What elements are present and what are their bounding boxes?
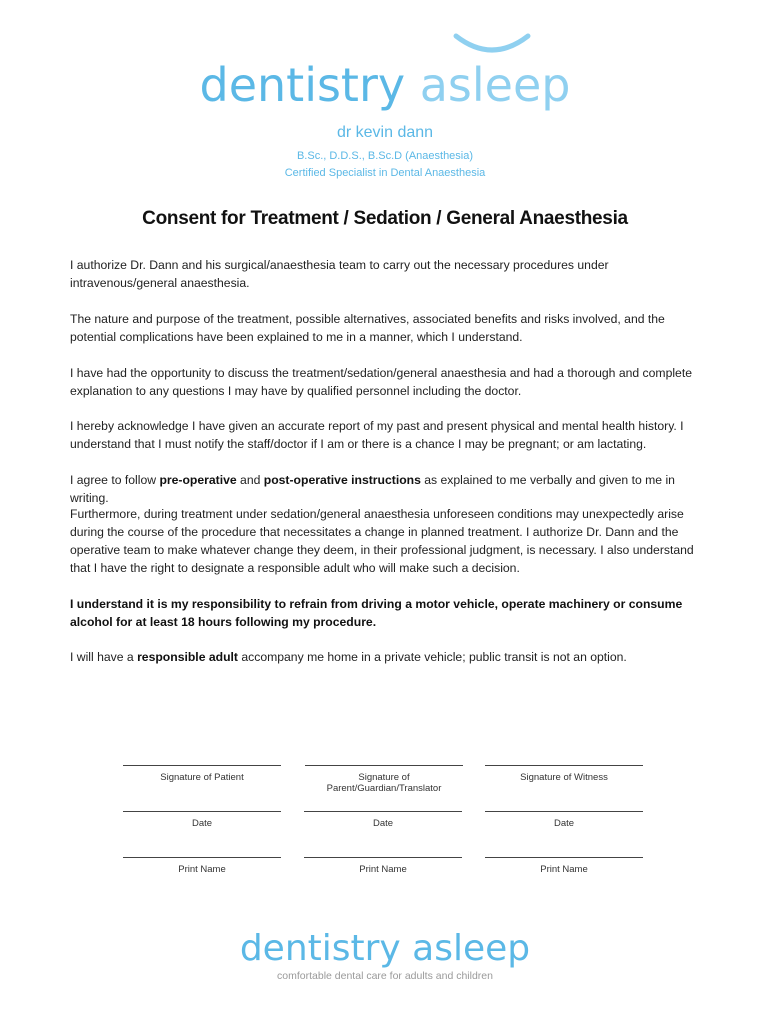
- signature-line: [305, 765, 463, 766]
- paragraph-instructions: [70, 471, 700, 507]
- date-line: [123, 811, 281, 812]
- instructions-text-mid: and: [236, 473, 264, 487]
- document-title: Consent for Treatment / Sedation / General Anaesthesia: [142, 208, 628, 229]
- signature-line: [123, 765, 281, 766]
- witness-date-field[interactable]: [484, 811, 644, 829]
- logo-word-dentistry: dentistry: [199, 58, 406, 112]
- pre-operative-label: pre-operative: [159, 473, 237, 487]
- print-name-label: Print Name: [359, 864, 407, 875]
- witness-signature-field[interactable]: [484, 765, 644, 783]
- paragraph-driving-responsibility: I understand it is my responsibility to refrain from driving a motor vehicle, operate machinery or consume alcohol for at least 18 hours following my procedure.: [70, 597, 683, 629]
- instructions-text-start: I agree to follow: [70, 473, 160, 487]
- patient-date-field[interactable]: [122, 811, 282, 829]
- doctor-name: dr kevin dann: [336, 124, 434, 141]
- paragraph-discussion: I have had the opportunity to discuss the treatment/sedation/general anaesthesia and had a thorough and complete explanation to any questions I may have by qualified personnel including the doctor.: [70, 366, 692, 398]
- logo-word-asleep: asleep: [419, 58, 571, 112]
- post-operative-label: post-operative instructions: [263, 473, 421, 487]
- signature-label: Signature of Parent/Guardian/Translator: [326, 772, 442, 794]
- print-name-line: [304, 857, 462, 858]
- date-label: Date: [191, 818, 213, 829]
- paragraph-authorization: I authorize Dr. Dann and his surgical/anaesthesia team to carry out the necessary procedures under intravenous/general anaesthesia.: [70, 258, 609, 290]
- instructions-text-end: as explained to me verbally and given to me in writing.: [70, 473, 675, 505]
- escort-text-end: accompany me home in a private vehicle; public transit is not an option.: [237, 650, 627, 664]
- signature-line: [485, 765, 643, 766]
- print-name-line: [123, 857, 281, 858]
- header-logo: [0, 58, 770, 112]
- doctor-credentials: B.Sc., D.D.S., B.Sc.D (Anaesthesia): [296, 150, 474, 162]
- signature-label: Signature of Witness: [520, 772, 608, 783]
- paragraph-health-history: I hereby acknowledge I have given an accurate report of my past and present physical and mental health history. I understand that I must notify the staff/doctor if I am or there is a chance I may be pregnant; or am lactating.: [70, 419, 684, 451]
- print-name-label: Print Name: [540, 864, 588, 875]
- doctor-certification: Certified Specialist in Dental Anaesthesia: [284, 167, 486, 179]
- guardian-print-name-field[interactable]: [303, 857, 463, 875]
- print-name-label: Print Name: [178, 864, 226, 875]
- guardian-date-field[interactable]: [303, 811, 463, 829]
- print-name-line: [485, 857, 643, 858]
- patient-signature-field[interactable]: [122, 765, 282, 783]
- patient-print-name-field[interactable]: [122, 857, 282, 875]
- paragraph-unforeseen-conditions: Furthermore, during treatment under sedation/general anaesthesia unforeseen conditions may unexpectedly arise during the course of the procedure that necessitates a change in planned treatment. I authorize Dr. Dann and the operative team to make whatever change they deem, in their professional judgment, is necessary. I also understand that I have the right to designate a responsible adult who will make such a decision.: [70, 507, 694, 575]
- escort-text-start: I will have a: [70, 650, 138, 664]
- date-label: Date: [553, 818, 575, 829]
- footer-logo: dentistry asleep: [239, 928, 531, 969]
- footer-tagline: comfortable dental care for adults and children: [277, 970, 493, 982]
- paragraph-nature-purpose: The nature and purpose of the treatment, possible alternatives, associated benefits and risks involved, and the potential complications have been explained to me in a manner, which I understand.: [70, 312, 665, 344]
- paragraph-responsible-adult: [70, 648, 700, 666]
- date-label: Date: [372, 818, 394, 829]
- date-line: [485, 811, 643, 812]
- witness-print-name-field[interactable]: [484, 857, 644, 875]
- responsible-adult-label: responsible adult: [137, 650, 238, 664]
- guardian-signature-field[interactable]: [303, 765, 465, 794]
- signature-label: Signature of Patient: [160, 772, 244, 783]
- date-line: [304, 811, 462, 812]
